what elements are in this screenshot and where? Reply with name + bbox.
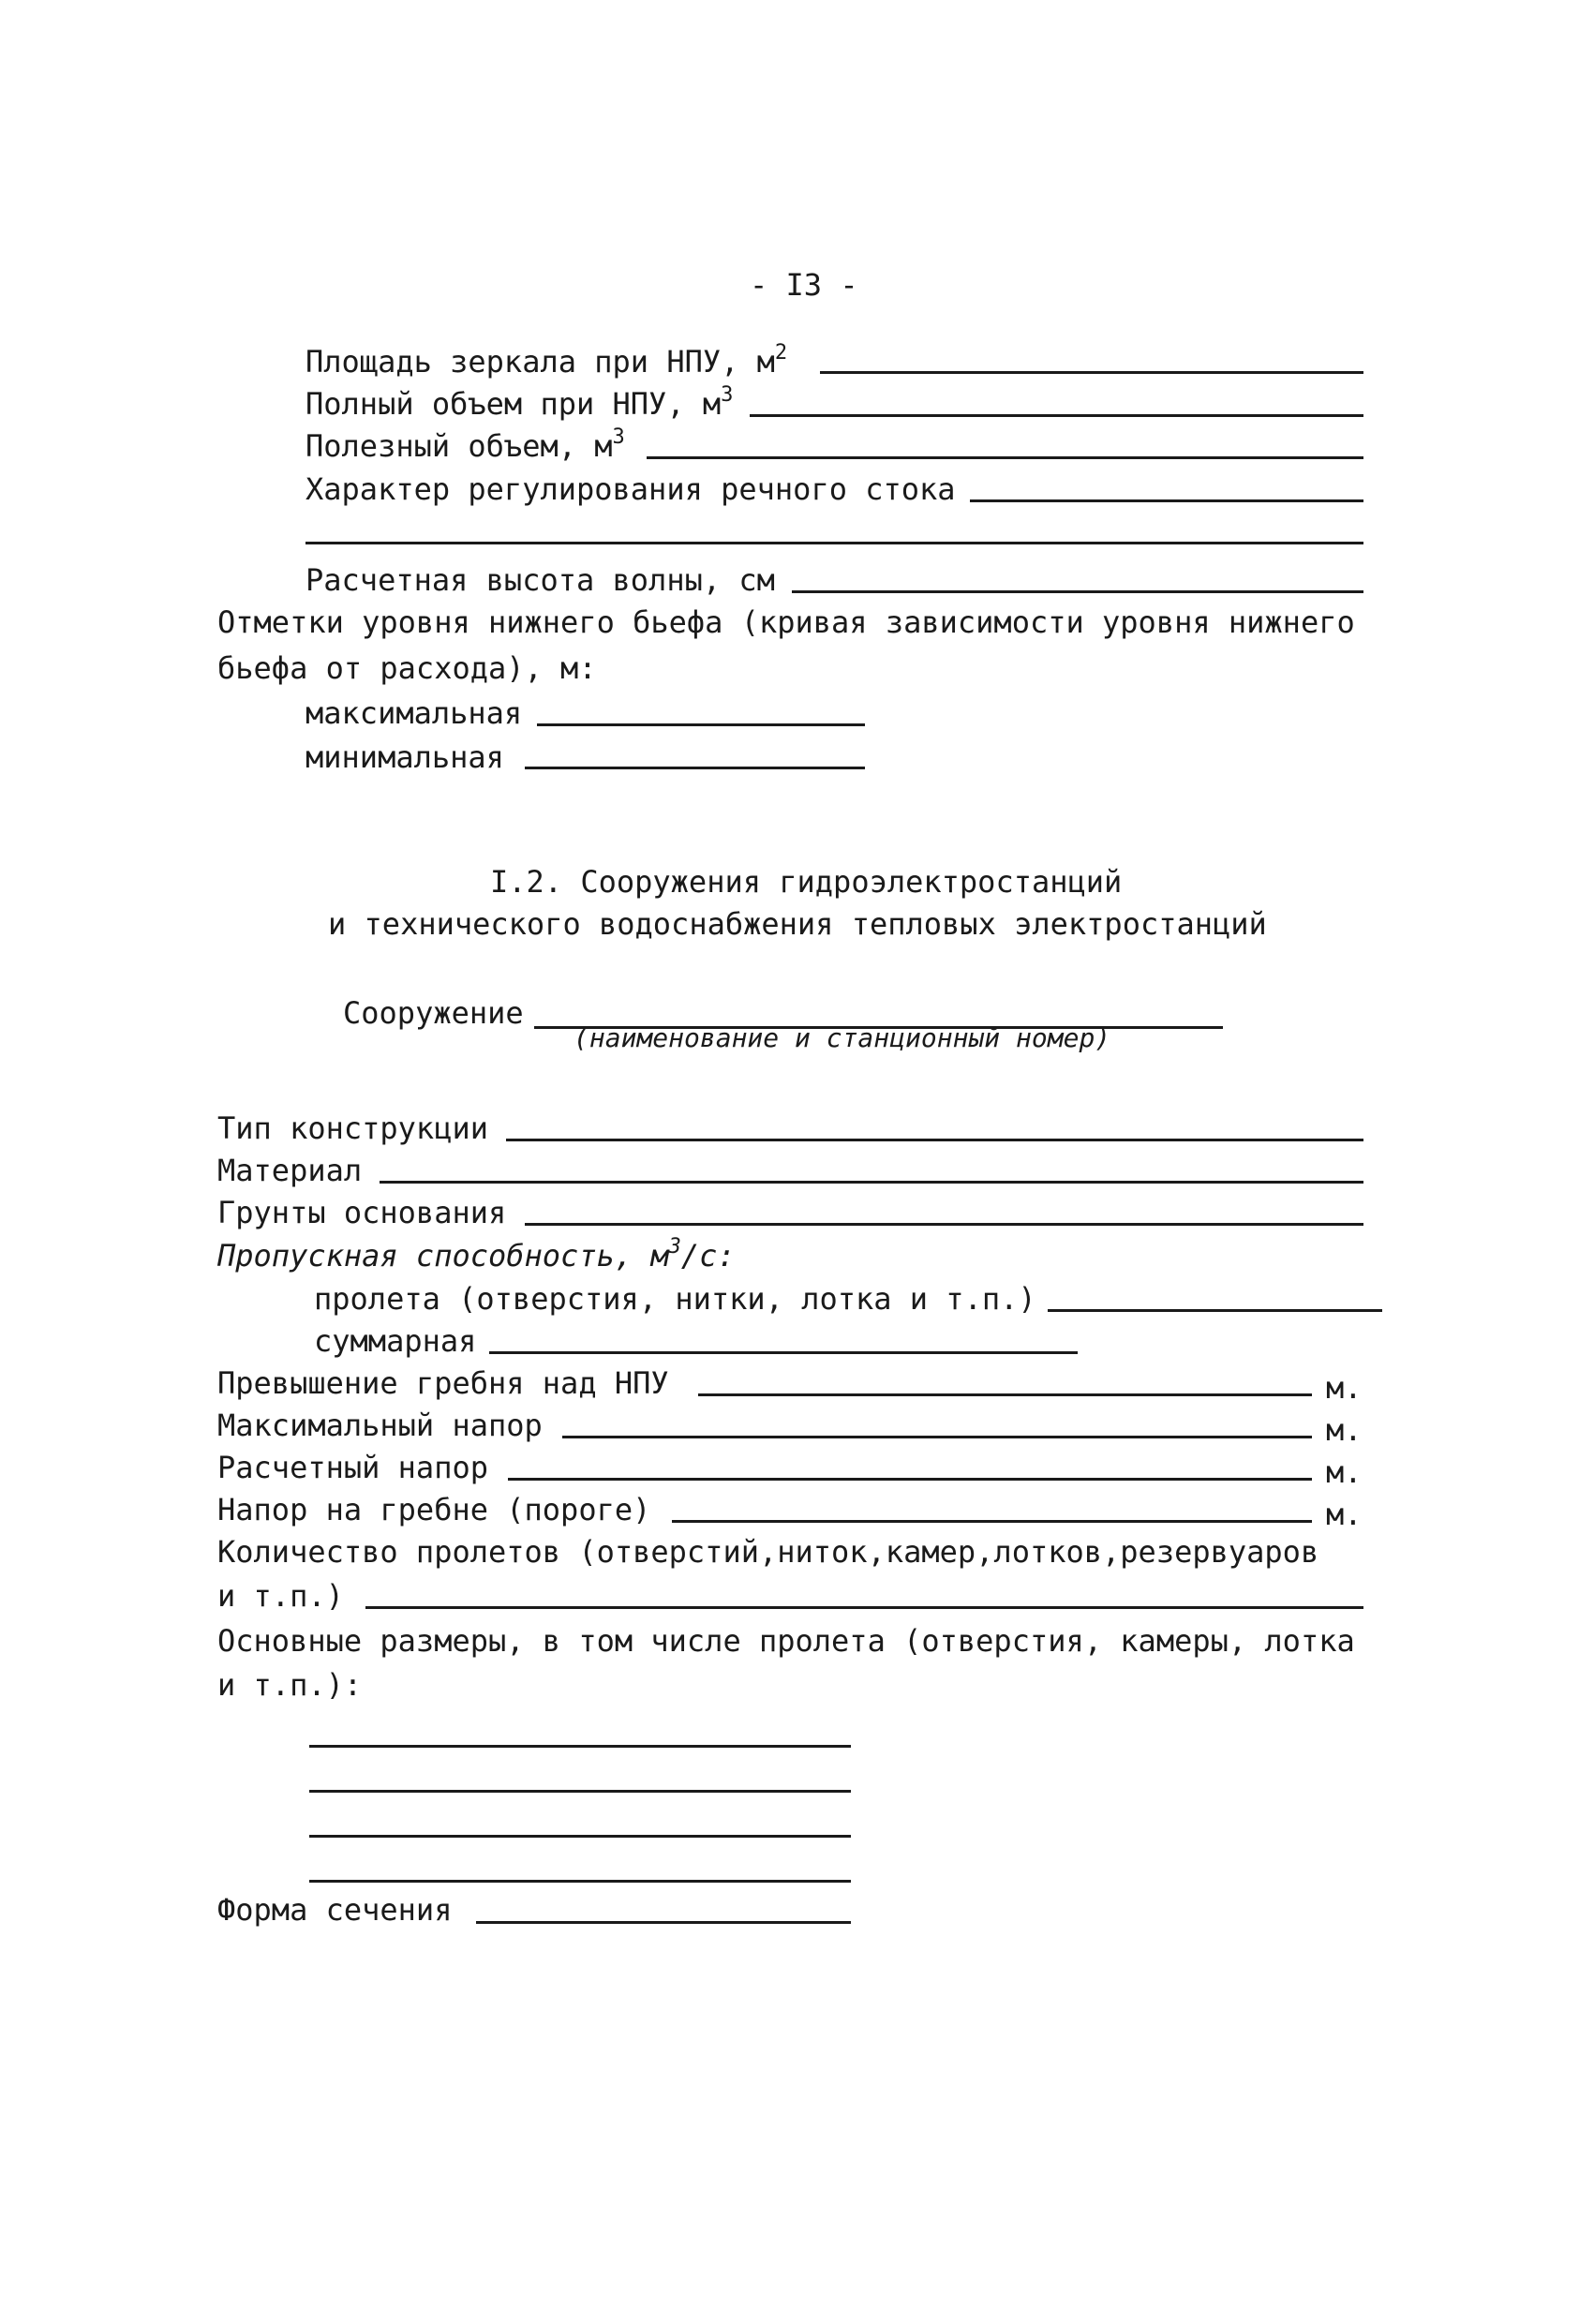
tailwater-max-label: максимальная — [305, 695, 523, 731]
section-shape-field[interactable] — [476, 1921, 851, 1924]
spans-count-line2: и т.п.) — [217, 1578, 344, 1614]
full-volume-field[interactable] — [750, 414, 1363, 417]
design-head-field[interactable] — [508, 1478, 1312, 1481]
max-head-label: Максимальный напор — [217, 1408, 543, 1443]
useful-volume-text: Полезный объем, м — [305, 428, 613, 464]
full-volume-label — [305, 383, 734, 422]
section-heading-line2: и технического водоснабжения тепловых электростанций — [328, 906, 1267, 942]
construction-type-field[interactable] — [506, 1139, 1363, 1141]
span-capacity-field[interactable] — [1048, 1309, 1382, 1312]
structure-name-label: Сооружение — [343, 995, 524, 1031]
foundation-soils-field[interactable] — [525, 1223, 1363, 1226]
page-number: - I3 - — [750, 267, 858, 303]
design-head-label: Расчетный напор — [217, 1450, 488, 1485]
wave-height-label: Расчетная высота волны, см — [305, 562, 775, 598]
regulation-field[interactable] — [970, 499, 1363, 502]
main-dimensions-field-2[interactable] — [309, 1790, 851, 1793]
structure-name-caption: (наименование и станционный номер) — [574, 1022, 1111, 1053]
capacity-unit-power: 3 — [668, 1235, 681, 1259]
tailwater-max-field[interactable] — [537, 723, 865, 726]
construction-type-label: Тип конструкции — [217, 1110, 488, 1146]
crest-excess-unit: м. — [1326, 1370, 1363, 1406]
total-capacity-label: суммарная — [314, 1323, 477, 1359]
crest-head-label: Напор на гребне (пороге) — [217, 1492, 651, 1527]
regulation-label: Характер регулирования речного стока — [305, 471, 956, 507]
crest-head-field[interactable] — [672, 1520, 1312, 1523]
spans-count-line1: Количество пролетов (отверстий,ниток,камер,лотков,резервуаров — [217, 1534, 1319, 1570]
span-capacity-label: пролета (отверстия, нитки, лотка и т.п.) — [314, 1281, 1036, 1317]
tailwater-min-field[interactable] — [525, 767, 865, 769]
regulation-field-continuation[interactable] — [305, 542, 1363, 544]
useful-volume-field[interactable] — [647, 456, 1363, 459]
capacity-text: Пропускная способность, м — [217, 1238, 669, 1274]
mirror-area-text: Площадь зеркала при НПУ, м — [305, 344, 775, 380]
capacity-unit-tail: /с: — [680, 1238, 736, 1274]
section-shape-label: Форма сечения — [217, 1892, 453, 1928]
full-volume-unit-power: 3 — [721, 383, 734, 407]
foundation-soils-label: Грунты основания — [217, 1195, 507, 1230]
max-head-unit: м. — [1326, 1412, 1363, 1448]
wave-height-field[interactable] — [792, 590, 1363, 593]
main-dimensions-line2: и т.п.): — [217, 1667, 363, 1703]
design-head-unit: м. — [1326, 1454, 1363, 1490]
full-volume-text: Полный объем при НПУ, м — [305, 386, 722, 422]
useful-volume-unit-power: 3 — [612, 425, 625, 449]
total-capacity-field[interactable] — [489, 1351, 1078, 1354]
max-head-field[interactable] — [562, 1436, 1312, 1438]
crest-excess-field[interactable] — [698, 1393, 1312, 1396]
tailwater-min-label: минимальная — [305, 739, 504, 775]
main-dimensions-field-1[interactable] — [309, 1745, 851, 1748]
useful-volume-label — [305, 425, 625, 464]
tailwater-heading-line2: бьефа от расхода), м: — [217, 650, 597, 686]
section-heading-line1: I.2. Сооружения гидроэлектростанций — [490, 864, 1123, 900]
material-field[interactable] — [380, 1181, 1363, 1184]
material-label: Материал — [217, 1153, 363, 1188]
capacity-label — [217, 1235, 736, 1274]
crest-head-unit: м. — [1326, 1497, 1363, 1532]
main-dimensions-field-3[interactable] — [309, 1835, 851, 1838]
mirror-area-field[interactable] — [820, 371, 1363, 374]
mirror-area-label — [305, 341, 788, 380]
crest-excess-label: Превышение гребня над НПУ — [217, 1365, 669, 1401]
spans-count-field[interactable] — [365, 1606, 1363, 1609]
mirror-area-unit-power: 2 — [774, 341, 788, 365]
main-dimensions-field-4[interactable] — [309, 1880, 851, 1883]
tailwater-heading-line1: Отметки уровня нижнего бьефа (кривая зависимости уровня нижнего — [217, 604, 1355, 640]
main-dimensions-line1: Основные размеры, в том числе пролета (отверстия, камеры, лотка — [217, 1623, 1355, 1659]
